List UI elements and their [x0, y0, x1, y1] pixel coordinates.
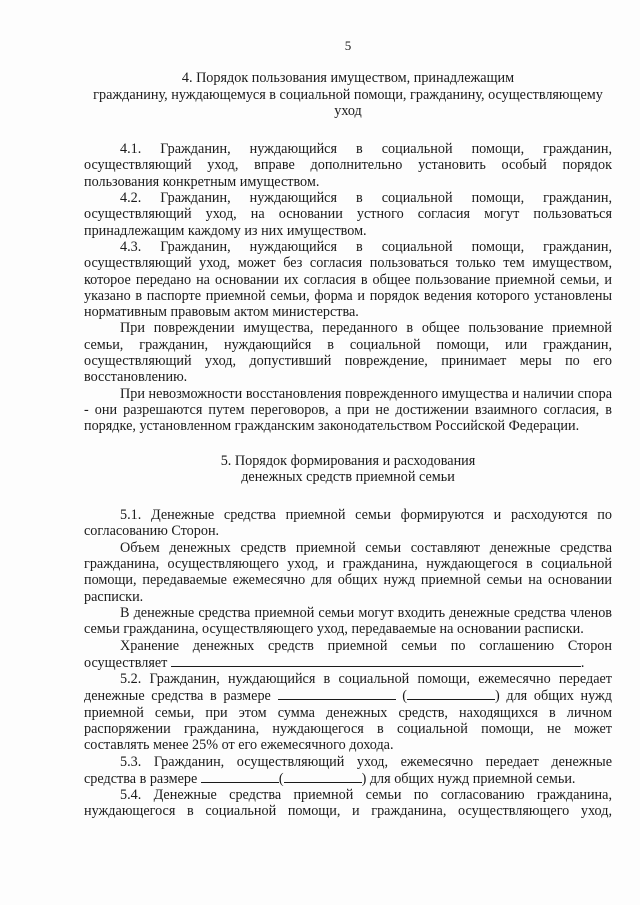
paragraph-4-3: 4.3. Гражданин, нуждающийся в социальной помощи, гражданин, осуществляющий уход, может без согласия пользоваться только тем имуществом, которое передано на основании их согласия в общее пользование приемной семьи, и указано в паспорте приемной семьи, форма и порядок ведения которого установлены нормативным правовым актом министерства.: [84, 238, 612, 321]
storage-end: .: [580, 654, 585, 671]
paragraph-funds-members: В денежные средства приемной семьи могут входить денежные средства членов семьи гражданина, осуществляющего уход, передаваемые на основании расписки.: [84, 604, 612, 638]
section-4-heading-line: 4. Порядок пользования имуществом, принадлежащим: [181, 70, 515, 87]
section-5-heading-line: 5. Порядок формирования и расходования: [220, 452, 476, 469]
p53-amount-words-blank: [284, 770, 362, 783]
paragraph-4-1: 4.1. Гражданин, нуждающийся в социальной помощи, гражданин, осуществляющий уход, вправе дополнительно установить особый порядок пользования конкретным имуществом.: [84, 141, 612, 190]
page-number: 5: [344, 38, 352, 53]
p53-text-start: 5.3. Гражданин, осуществляющий уход, ежемесячно передает денежные средства в размере: [84, 753, 612, 787]
section-5-heading: [84, 453, 612, 486]
paragraph-dispute: При невозможности восстановления поврежденного имущества и наличии спора - они разрешаются путем переговоров, а при не достижении взаимного согласия, в порядке, установленном гражданским законодательством Российской Федерации.: [84, 385, 612, 435]
p52-text-end: ) для общих нужд приемной семьи, при этом сумма денежных средств, находящихся в личном распоряжении гражданина, нуждающегося в социальной помощи, не может составлять менее 25% от его ежемесячного дохода.: [84, 688, 612, 754]
p53-paren-open: (: [278, 770, 284, 787]
p53-amount-blank: [201, 770, 279, 783]
paragraph-5-1: 5.1. Денежные средства приемной семьи формируются и расходуются по согласованию Сторон.: [84, 507, 612, 540]
storage-holder-blank: [171, 654, 581, 667]
paragraph-4-2: 4.2. Гражданин, нуждающийся в социальной помощи, гражданин, осуществляющий уход, на основании устного согласия могут пользоваться принадлежащим каждому из них имуществом.: [84, 190, 612, 239]
section-4-heading: [84, 70, 612, 119]
p52-paren-open: (: [402, 688, 407, 705]
section-4-heading-line: гражданину, нуждающемуся в социальной помощи, гражданину, осуществляющему: [93, 86, 603, 103]
p52-text-start: 5.2. Гражданин, нуждающийся в социальной помощи, ежемесячно передает денежные средства в размере: [84, 671, 612, 705]
paragraph-funds-storage: [84, 638, 612, 672]
p52-amount-blank: [278, 687, 396, 700]
paragraph-5-3: [84, 754, 612, 788]
section-4-heading-line: уход: [334, 102, 362, 119]
paragraph-5-4: 5.4. Денежные средства приемной семьи по согласованию гражданина, нуждающегося в социальной помощи, и гражданина, осуществляющего уход,: [84, 787, 612, 820]
p53-text-end: ) для общих нужд приемной семьи.: [361, 770, 576, 787]
storage-text: Хранение денежных средств приемной семьи по соглашению Сторон осуществляет: [84, 637, 612, 671]
paragraph-damage: При повреждении имущества, переданного в общее пользование приемной семьи, гражданин, нуждающийся в социальной помощи, или гражданин, осуществляющий уход, допустивший повреждение, принимает меры по его восстановлению.: [84, 320, 612, 386]
paragraph-5-2: [84, 671, 612, 753]
p52-amount-words-blank: [407, 687, 495, 700]
section-5-heading-line: денежных средств приемной семьи: [241, 468, 455, 485]
paragraph-funds-volume: Объем денежных средств приемной семьи составляют денежные средства гражданина, осуществляющего уход, и гражданина, нуждающегося в социальной помощи, передаваемые ежемесячно для общих нужд приемной семьи на основании расписки.: [84, 539, 612, 605]
